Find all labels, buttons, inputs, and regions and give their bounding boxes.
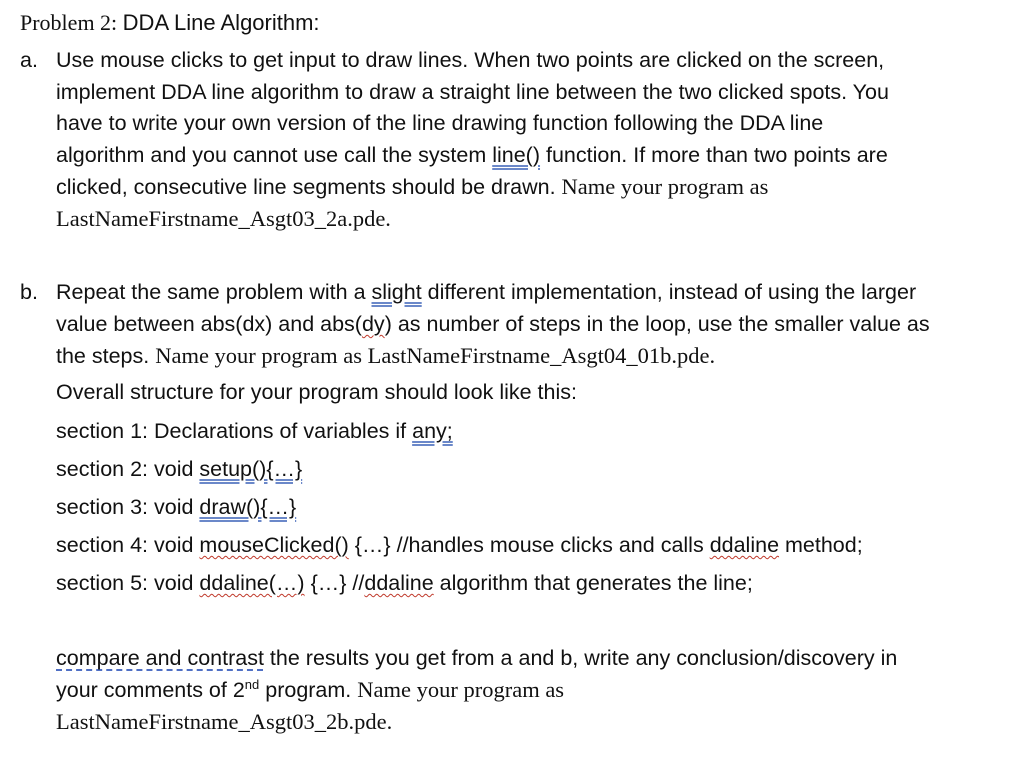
section-5-post: algorithm that generates the line; <box>433 571 753 595</box>
section-3 <box>56 497 296 519</box>
part-b-line-1-post: different implementation, instead of using the larger <box>421 280 917 304</box>
part-b-line-1 <box>56 282 916 304</box>
dy-word: dy <box>361 312 385 336</box>
compare-line-2 <box>56 676 565 702</box>
part-a-line-4 <box>56 145 888 167</box>
section-1 <box>56 421 453 443</box>
part-b-line-1-pre: Repeat the same problem with a <box>56 280 372 304</box>
section-4-ddaline: ddaline <box>709 533 780 557</box>
part-a-line-5-sans: clicked, consecutive line segments should be drawn. <box>56 175 562 199</box>
compare-line-2-pre: your comments of 2 <box>56 678 245 702</box>
section-5 <box>56 573 753 595</box>
section-4-mid: {…} //handles mouse clicks and calls <box>348 533 710 557</box>
part-b-line-2 <box>56 314 930 336</box>
slight-word: slight <box>371 280 422 304</box>
part-a-line-5-serif: Name your program as <box>561 174 769 199</box>
section-1-pre: section 1: Declarations of variables if <box>56 419 413 443</box>
section-3-draw: draw(){…} <box>199 495 297 519</box>
section-4-post: method; <box>779 533 863 557</box>
section-5-mid: {…} // <box>304 571 365 595</box>
part-a-line-4-pre: algorithm and you cannot use call the system <box>56 143 493 167</box>
problem-title <box>20 12 320 34</box>
part-b-line-2-pre: value between abs(dx) and abs( <box>56 312 362 336</box>
section-2 <box>56 459 302 481</box>
section-5-pre: section 5: void <box>56 571 200 595</box>
section-3-pre: section 3: void <box>56 495 200 519</box>
part-a-line-3: have to write your own version of the line drawing function following the DDA line <box>56 111 824 135</box>
compare-line-2-mid: program. <box>259 678 358 702</box>
part-a-filename: LastNameFirstname_Asgt03_2a.pde. <box>56 206 391 231</box>
part-a-marker: a. <box>20 48 38 72</box>
compare-line-1-post: the results you get from a and b, write any conclusion/discovery in <box>263 646 898 670</box>
section-1-any: any; <box>412 419 453 443</box>
problem-title-number: Problem 2: <box>20 10 123 35</box>
section-4-pre: section 4: void <box>56 533 200 557</box>
part-a-line-4-post: function. If more than two points are <box>540 143 888 167</box>
section-2-pre: section 2: void <box>56 457 200 481</box>
section-2-setup: setup(){…} <box>199 457 303 481</box>
part-a-line-1: Use mouse clicks to get input to draw lines. When two points are clicked on the screen, <box>56 48 885 72</box>
problem-title-topic: DDA Line Algorithm: <box>122 10 320 35</box>
compare-line-2-sup: nd <box>244 676 260 692</box>
compare-line-2-serif: Name your program as <box>357 677 565 702</box>
section-4 <box>56 535 863 557</box>
compare-line-1 <box>56 648 897 670</box>
part-b-line-3-sans: the steps. <box>56 344 156 368</box>
part-b-line-3 <box>56 345 715 368</box>
part-a-line-5 <box>56 176 768 199</box>
part-b-line-3-serif: Name your program as LastNameFirstname_Asgt04_01b.pde. <box>155 343 716 368</box>
section-5-ddaline: ddaline <box>364 571 434 595</box>
structure-intro: Overall structure for your program should look like this: <box>56 380 577 404</box>
part-a-line-2: implement DDA line algorithm to draw a straight line between the two clicked spots. You <box>56 80 889 104</box>
section-5-ddaline-call: ddaline(…) <box>199 571 305 595</box>
compare-filename: LastNameFirstname_Asgt03_2b.pde. <box>56 709 393 734</box>
compare-and-contrast: compare and contrast <box>56 646 264 670</box>
part-b-line-2-post: ) as number of steps in the loop, use the smaller value as <box>384 312 930 336</box>
part-b-marker: b. <box>20 280 38 304</box>
section-4-mouseclicked: mouseClicked() <box>199 533 349 557</box>
line-function-link: line() <box>492 143 541 167</box>
